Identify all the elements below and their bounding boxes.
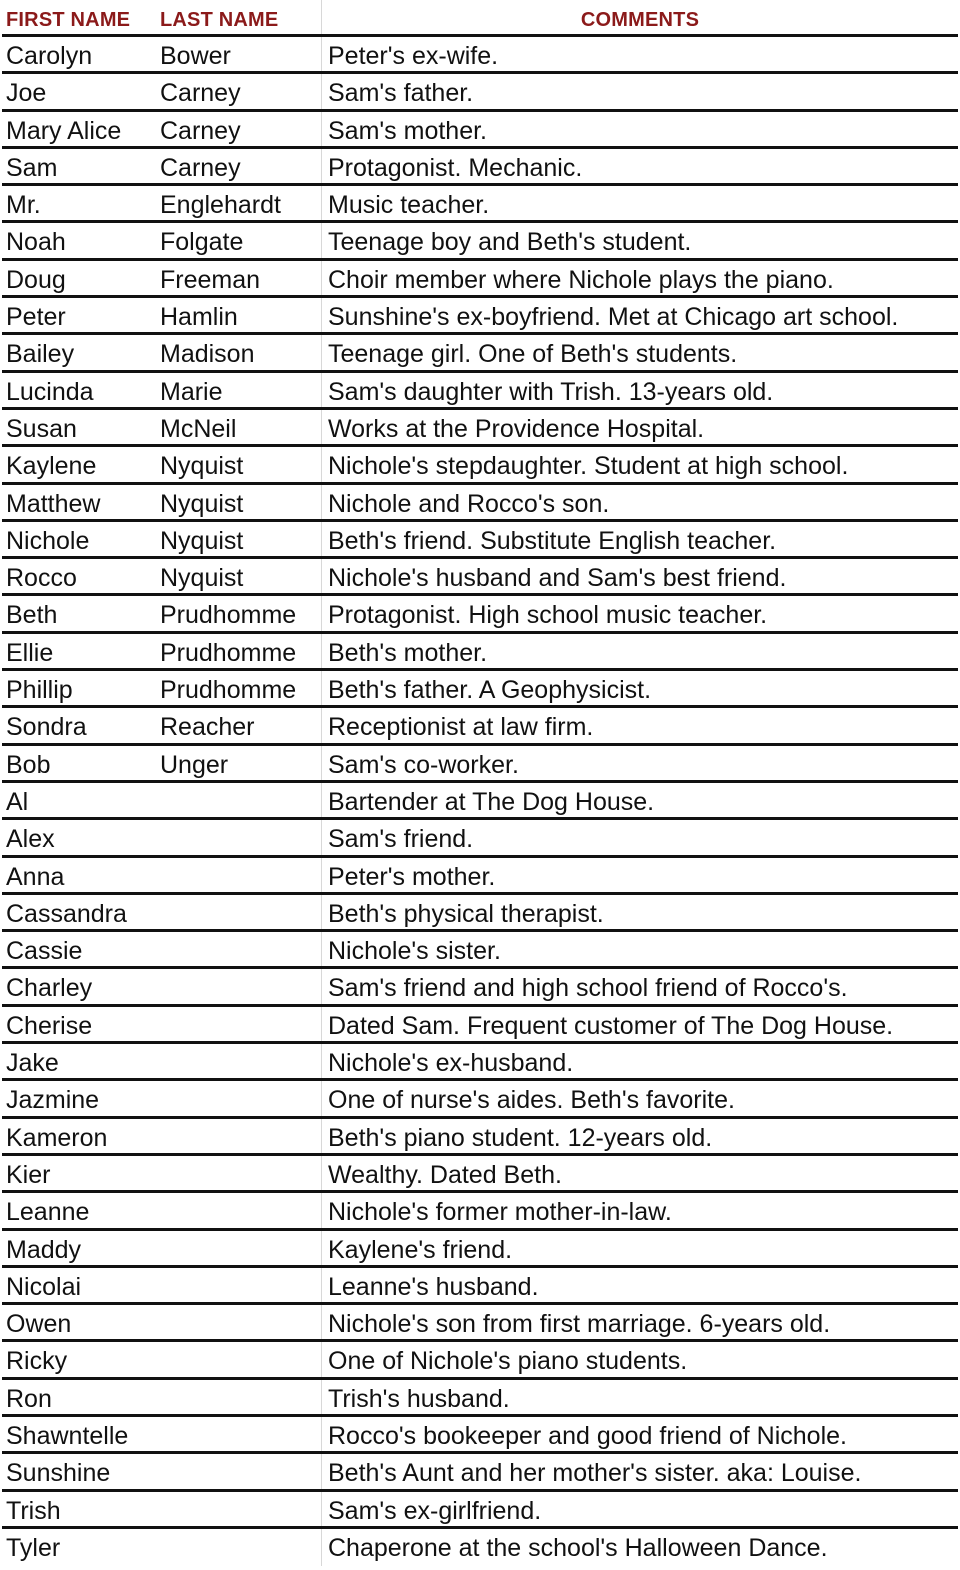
comment-cell: Sam's father.	[328, 79, 474, 108]
header-comments: COMMENTS	[580, 9, 700, 31]
last-name-cell	[156, 1268, 322, 1302]
first-name-cell: Al	[6, 787, 29, 816]
last-name-cell: Nyquist	[156, 447, 322, 481]
first-name-cell: Shawntelle	[6, 1421, 129, 1450]
table-row	[2, 559, 958, 596]
last-name-cell: Freeman	[156, 261, 322, 295]
last-name-cell	[156, 932, 322, 966]
first-name-cell: Charley	[6, 974, 93, 1003]
comment-cell: Chaperone at the school's Halloween Dance.	[328, 1533, 828, 1562]
first-name-cell: Doug	[6, 265, 66, 294]
first-name-cell: Rocco	[6, 564, 77, 593]
comment-cell: One of nurse's aides. Beth's favorite.	[328, 1086, 735, 1115]
last-name-cell: Nyquist	[156, 559, 322, 593]
first-name-cell: Joe	[6, 79, 47, 108]
table-row	[2, 485, 958, 522]
last-name-cell	[156, 1156, 322, 1190]
first-name-cell: Carolyn	[6, 42, 93, 70]
first-name-cell: Mr.	[6, 191, 41, 220]
last-name-cell: Prudhomme	[156, 671, 322, 705]
comment-cell: Works at the Providence Hospital.	[328, 414, 705, 443]
last-name-cell: Marie	[156, 373, 322, 407]
first-name-cell: Susan	[6, 414, 77, 443]
table-body	[2, 37, 958, 1566]
table-row	[2, 1305, 958, 1342]
table-row	[2, 1492, 958, 1529]
table-row	[2, 596, 958, 633]
first-name-cell: Bob	[6, 750, 51, 779]
table-header	[2, 0, 958, 37]
comment-cell: Music teacher.	[328, 191, 490, 220]
table-row	[2, 298, 958, 335]
last-name-cell: McNeil	[156, 410, 322, 444]
first-name-cell: Peter	[6, 303, 66, 332]
table-row	[2, 1342, 958, 1379]
comment-cell: Beth's friend. Substitute English teacher.	[328, 526, 777, 555]
table-row	[2, 149, 958, 186]
character-table	[2, 0, 958, 1566]
table-row	[2, 1231, 958, 1268]
comment-cell: Peter's ex-wife.	[328, 42, 499, 70]
comment-cell: Nichole's stepdaughter. Student at high school.	[328, 452, 849, 481]
last-name-cell: Nyquist	[156, 522, 322, 556]
first-name-cell: Phillip	[6, 676, 73, 705]
first-name-cell: Cassie	[6, 937, 83, 966]
table-row	[2, 1156, 958, 1193]
last-name-cell	[156, 1119, 322, 1153]
first-name-cell: Ricky	[6, 1347, 68, 1376]
table-row	[2, 1007, 958, 1044]
first-name-cell: Kameron	[6, 1123, 108, 1152]
comment-cell: Nichole's sister.	[328, 937, 501, 966]
last-name-cell	[156, 969, 322, 1003]
last-name-cell: Carney	[156, 112, 322, 146]
last-name-cell: Madison	[156, 335, 322, 369]
first-name-cell: Kaylene	[6, 452, 97, 481]
table-row	[2, 1529, 958, 1566]
table-row	[2, 708, 958, 745]
first-name-cell: Anna	[6, 862, 65, 891]
first-name-cell: Cassandra	[6, 899, 127, 928]
first-name-cell: Ellie	[6, 638, 54, 667]
last-name-cell	[156, 1492, 322, 1526]
comment-cell: Teenage girl. One of Beth's students.	[328, 340, 738, 369]
comment-cell: Beth's piano student. 12-years old.	[328, 1123, 713, 1152]
first-name-cell: Nicolai	[6, 1272, 82, 1301]
table-row	[2, 969, 958, 1006]
first-name-cell: Maddy	[6, 1235, 82, 1264]
first-name-cell: Jake	[6, 1049, 59, 1078]
last-name-cell: Reacher	[156, 708, 322, 742]
header-first-name: FIRST NAME	[6, 9, 131, 31]
last-name-cell	[156, 1231, 322, 1265]
comment-cell: Bartender at The Dog House.	[328, 787, 655, 816]
first-name-cell: Sondra	[6, 713, 87, 742]
comment-cell: Beth's Aunt and her mother's sister. aka: Louise.	[328, 1459, 862, 1488]
table-row	[2, 261, 958, 298]
table-row	[2, 1193, 958, 1230]
first-name-cell: Kier	[6, 1160, 51, 1189]
comment-cell: Trish's husband.	[328, 1384, 510, 1413]
table-row	[2, 37, 958, 74]
comment-cell: Leanne's husband.	[328, 1272, 539, 1301]
comment-cell: Sam's daughter with Trish. 13-years old.	[328, 377, 774, 406]
comment-cell: One of Nichole's piano students.	[328, 1347, 688, 1376]
comment-cell: Sam's mother.	[328, 116, 487, 145]
comment-cell: Sam's ex-girlfriend.	[328, 1496, 542, 1525]
last-name-cell	[156, 1007, 322, 1041]
first-name-cell: Lucinda	[6, 377, 94, 406]
last-name-cell: Folgate	[156, 223, 322, 257]
table-row	[2, 1380, 958, 1417]
comment-cell: Sam's friend.	[328, 825, 474, 854]
first-name-cell: Owen	[6, 1310, 72, 1339]
first-name-cell: Noah	[6, 228, 66, 257]
last-name-cell	[156, 858, 322, 892]
comment-cell: Nichole and Rocco's son.	[328, 489, 610, 518]
first-name-cell: Leanne	[6, 1198, 90, 1227]
last-name-cell: Carney	[156, 149, 322, 183]
last-name-cell: Bower	[156, 37, 322, 71]
comment-cell: Beth's mother.	[328, 638, 488, 667]
first-name-cell: Trish	[6, 1496, 61, 1525]
last-name-cell	[156, 895, 322, 929]
first-name-cell: Bailey	[6, 340, 75, 369]
first-name-cell: Cherise	[6, 1011, 93, 1040]
last-name-cell: Nyquist	[156, 485, 322, 519]
last-name-cell	[156, 1044, 322, 1078]
last-name-cell	[156, 1454, 322, 1488]
table-row	[2, 1454, 958, 1491]
first-name-cell: Alex	[6, 825, 55, 854]
comment-cell: Nichole's son from first marriage. 6-years old.	[328, 1310, 831, 1339]
table-row	[2, 335, 958, 372]
table-row	[2, 820, 958, 857]
last-name-cell: Prudhomme	[156, 634, 322, 668]
header-last-name: LAST NAME	[156, 0, 322, 34]
first-name-cell: Matthew	[6, 489, 101, 518]
table-row	[2, 1268, 958, 1305]
first-name-cell: Ron	[6, 1384, 52, 1413]
last-name-cell	[156, 1342, 322, 1376]
first-name-cell: Beth	[6, 601, 58, 630]
comment-cell: Wealthy. Dated Beth.	[328, 1160, 562, 1189]
last-name-cell	[156, 1081, 322, 1115]
comment-cell: Protagonist. High school music teacher.	[328, 601, 768, 630]
comment-cell: Beth's father. A Geophysicist.	[328, 676, 652, 705]
last-name-cell: Prudhomme	[156, 596, 322, 630]
table-row	[2, 783, 958, 820]
table-row	[2, 1119, 958, 1156]
last-name-cell: Unger	[156, 746, 322, 780]
first-name-cell: Jazmine	[6, 1086, 100, 1115]
comment-cell: Sam's friend and high school friend of Rocco's.	[328, 974, 848, 1003]
comment-cell: Nichole's former mother-in-law.	[328, 1198, 672, 1227]
last-name-cell	[156, 1305, 322, 1339]
table-row	[2, 112, 958, 149]
table-row	[2, 373, 958, 410]
first-name-cell: Sam	[6, 153, 58, 182]
last-name-cell	[156, 820, 322, 854]
last-name-cell: Englehardt	[156, 186, 322, 220]
table-row	[2, 746, 958, 783]
last-name-cell	[156, 1193, 322, 1227]
comment-cell: Dated Sam. Frequent customer of The Dog House.	[328, 1011, 894, 1040]
last-name-cell: Hamlin	[156, 298, 322, 332]
last-name-cell	[156, 1417, 322, 1451]
table-row	[2, 410, 958, 447]
comment-cell: Peter's mother.	[328, 862, 496, 891]
comment-cell: Nichole's husband and Sam's best friend.	[328, 564, 787, 593]
first-name-cell: Mary Alice	[6, 116, 122, 145]
last-name-cell	[156, 783, 322, 817]
last-name-cell	[156, 1380, 322, 1414]
comment-cell: Sam's co-worker.	[328, 750, 519, 779]
last-name-cell: Carney	[156, 74, 322, 108]
comment-cell: Choir member where Nichole plays the piano.	[328, 265, 834, 294]
table-row	[2, 447, 958, 484]
comment-cell: Nichole's ex-husband.	[328, 1049, 574, 1078]
table-row	[2, 74, 958, 111]
table-row	[2, 858, 958, 895]
table-row	[2, 1081, 958, 1118]
table-row	[2, 895, 958, 932]
table-row	[2, 522, 958, 559]
last-name-cell	[156, 1529, 322, 1566]
comment-cell: Beth's physical therapist.	[328, 899, 604, 928]
table-row	[2, 186, 958, 223]
table-row	[2, 932, 958, 969]
table-row	[2, 671, 958, 708]
table-row	[2, 1417, 958, 1454]
comment-cell: Kaylene's friend.	[328, 1235, 513, 1264]
comment-cell: Receptionist at law firm.	[328, 713, 594, 742]
first-name-cell: Tyler	[6, 1533, 61, 1562]
comment-cell: Sunshine's ex-boyfriend. Met at Chicago art school.	[328, 303, 899, 332]
table-row	[2, 1044, 958, 1081]
table-row	[2, 223, 958, 260]
comment-cell: Rocco's bookeeper and good friend of Nichole.	[328, 1421, 847, 1450]
first-name-cell: Sunshine	[6, 1459, 111, 1488]
comment-cell: Protagonist. Mechanic.	[328, 153, 583, 182]
first-name-cell: Nichole	[6, 526, 90, 555]
table-row	[2, 634, 958, 671]
comment-cell: Teenage boy and Beth's student.	[328, 228, 692, 257]
